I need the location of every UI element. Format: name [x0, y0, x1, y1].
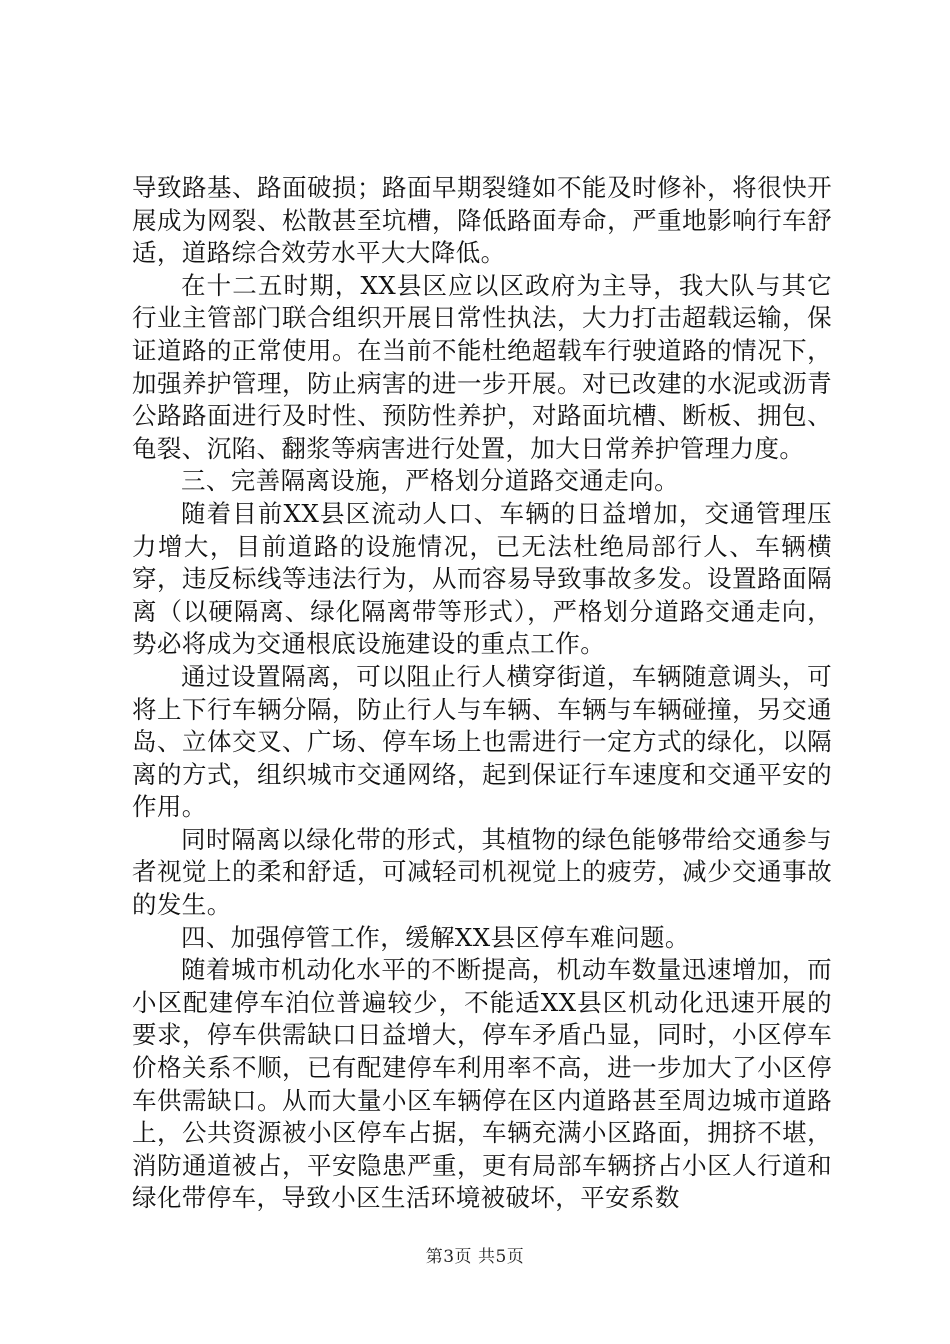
paragraph-6: 同时隔离以绿化带的形式，其植物的绿色能够带给交通参与者视觉上的柔和舒适，可减轻司机视觉上的疲劳，减少交通事故的发生。: [132, 824, 832, 920]
section-heading-3: 三、完善隔离设施，严格划分道路交通走向。: [181, 466, 679, 496]
paragraph-1: 导致路基、路面破损；路面早期裂缝如不能及时修补，将很快开展成为网裂、松散甚至坑槽，降低路面寿命，严重地影响行车舒适，道路综合效劳水平大大降低。: [132, 173, 832, 268]
paragraph-5: 通过设置隔离，可以阻止行人横穿街道，车辆随意调头，可将上下行车辆分隔，防止行人与车辆、车辆与车辆碰撞，另交通岛、立体交叉、广场、停车场上也需进行一定方式的绿化，以隔离的方式，组织城市交通网络，起到保证行车速度和交通平安的作用。: [132, 661, 832, 822]
document-body: [132, 172, 832, 1215]
section-heading-4: 四、加强停管工作，缓解XX县区停车难问题。: [181, 922, 690, 952]
paragraph-2: 在十二五时期，XX县区应以区政府为主导，我大队与其它行业主管部门联合组织开展日常性执法，大力打击超载运输，保证道路的正常使用。在当前不能杜绝超载车行驶道路的情况下，加强养护管理，防止病害的进一步开展。对已改建的水泥或沥青公路路面进行及时性、预防性养护，对路面坑槽、断板、拥包、龟裂、沉陷、翻浆等病害进行处置，加大日常养护管理力度。: [132, 270, 832, 463]
page-number-footer: 第3页 共5页: [425, 1247, 525, 1267]
paragraph-8: 随着城市机动化水平的不断提高，机动车数量迅速增加，而小区配建停车泊位普遍较少，不能适XX县区机动化迅速开展的要求，停车供需缺口日益增大，停车矛盾凸显，同时，小区停车价格关系不顺，已有配建停车利用率不高，进一步加大了小区停车供需缺口。从而大量小区车辆停在区内道路甚至周边城市道路上，公共资源被小区停车占据，车辆充满小区路面，拥挤不堪，消防通道被占，平安隐患严重，更有局部车辆挤占小区人行道和绿化带停车，导致小区生活环境被破坏，平安系数: [132, 955, 832, 1213]
paragraph-4: 随着目前XX县区流动人口、车辆的日益增加，交通管理压力增大，目前道路的设施情况，已无法杜绝局部行人、车辆横穿，违反标线等违法行为，从而容易导致事故多发。设置路面隔离（以硬隔离、绿化隔离带等形式），严格划分道路交通走向，势必将成为交通根底设施建设的重点工作。: [132, 498, 832, 659]
